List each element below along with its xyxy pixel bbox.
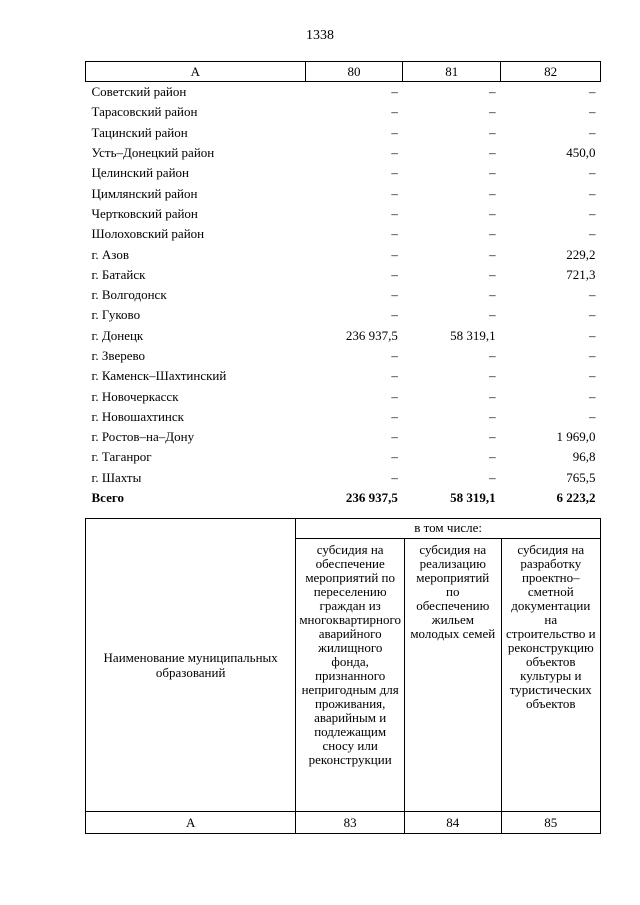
value-column-80: – [391, 307, 398, 323]
value-column-81: – [489, 429, 496, 445]
municipality-name: г. Ростов–на–Дону [91, 429, 195, 445]
value-column-82: 1 969,0 [556, 429, 596, 445]
value-column-80: – [391, 205, 398, 221]
value-column-82: 450,0 [566, 145, 596, 161]
value-column-80: – [391, 408, 398, 424]
value-column-82: – [589, 165, 596, 181]
value-column-80: – [391, 165, 398, 181]
value-column-82: 229,2 [566, 246, 596, 262]
value-column-81: – [489, 84, 496, 100]
value-column-82: – [589, 205, 596, 221]
value-column-82: – [589, 104, 596, 120]
column-index-row [86, 812, 601, 834]
value-column-82: 721,3 [566, 266, 596, 282]
value-column-82: – [589, 185, 596, 201]
value-column-82: 6 223,2 [556, 490, 596, 506]
value-column-82: – [589, 124, 596, 140]
table-row [86, 285, 601, 305]
column-83-header: субсидия на обеспечение мероприятий по переселению граждан из многоквартирного аварийного жилищного фонда, признанного непригодным для проживания, аварийным и подлежащим сносу или реконструкции [296, 539, 405, 812]
value-column-80: – [391, 226, 398, 242]
header-cell-80: 80 [305, 62, 403, 82]
value-column-81: – [489, 348, 496, 363]
municipality-name: г. Новошахтинск [91, 408, 184, 424]
value-column-82: – [589, 327, 596, 343]
value-column-80: – [391, 185, 398, 201]
table-row [86, 143, 601, 163]
value-column-80: – [391, 145, 398, 161]
table-row [86, 468, 601, 488]
municipality-name: г. Донецк [91, 327, 144, 343]
value-column-81: 58 319,1 [450, 490, 496, 506]
value-column-81: – [489, 145, 496, 161]
value-column-82: – [589, 388, 596, 404]
municipality-name: Усть–Донецкий район [91, 145, 215, 161]
value-column-81: – [489, 165, 496, 181]
value-column-82: – [589, 287, 596, 303]
municipality-name: г. Зверево [91, 348, 146, 363]
municipality-name: г. Гуково [91, 307, 141, 323]
value-column-80: – [391, 469, 398, 485]
value-column-80: 236 937,5 [345, 490, 398, 506]
value-column-82: – [589, 408, 596, 424]
value-column-82: – [589, 348, 596, 363]
municipality-name: Тацинский район [91, 124, 188, 140]
column-85-header: субсидия на разработку проектно–сметной документации на строительство и реконструкцию объектов культуры и туристических объектов [501, 539, 600, 812]
index-cell-83: 83 [296, 812, 405, 834]
header-cell-82: 82 [501, 62, 601, 82]
page-number: 1338 [306, 28, 334, 43]
budget-table-columns-80-82 [85, 61, 601, 508]
value-column-80: – [391, 266, 398, 282]
value-column-80: – [391, 246, 398, 262]
value-column-81: – [489, 307, 496, 323]
table-row [86, 265, 601, 285]
municipality-name: г. Таганрог [91, 449, 152, 465]
municipality-name: Цимлянский район [91, 185, 198, 201]
table-row [86, 102, 601, 122]
value-column-81: – [489, 226, 496, 242]
value-column-80: – [391, 348, 398, 363]
value-column-81: – [489, 124, 496, 140]
index-cell-a: А [86, 812, 296, 834]
value-column-82: – [589, 226, 596, 242]
value-column-80: – [391, 368, 398, 384]
value-column-81: – [489, 266, 496, 282]
table-row [86, 427, 601, 447]
value-column-81: – [489, 287, 496, 303]
value-column-80: – [391, 429, 398, 445]
header-cell-81: 81 [403, 62, 501, 82]
table-row [86, 447, 601, 467]
municipality-name: г. Батайск [91, 266, 146, 282]
municipality-name-header: Наименование муниципальных образований [86, 519, 296, 812]
value-column-82: – [589, 368, 596, 384]
value-column-81: – [489, 469, 496, 485]
value-column-81: 58 319,1 [450, 327, 496, 343]
table-header-row [86, 62, 601, 82]
table-row [86, 224, 601, 244]
value-column-82: – [589, 84, 596, 100]
index-cell-85: 85 [501, 812, 600, 834]
in-that-number-header: в том числе: [296, 519, 601, 539]
value-column-82: – [589, 307, 596, 323]
municipality-name: г. Каменск–Шахтинский [91, 368, 227, 384]
municipality-name: Чертковский район [91, 205, 198, 221]
table-row [86, 183, 601, 203]
value-column-80: – [391, 287, 398, 303]
value-column-81: – [489, 185, 496, 201]
value-column-80: – [391, 84, 398, 100]
table-row [86, 204, 601, 224]
table-row [86, 386, 601, 406]
index-cell-84: 84 [405, 812, 502, 834]
value-column-81: – [489, 368, 496, 384]
value-column-81: – [489, 408, 496, 424]
municipality-name: Тарасовский район [91, 104, 198, 120]
table-row [86, 346, 601, 366]
table-row [86, 82, 601, 103]
table-row [86, 326, 601, 346]
header-cell-a: А [86, 62, 306, 82]
table-row [86, 305, 601, 325]
value-column-82: 96,8 [572, 449, 596, 465]
table-row [86, 123, 601, 143]
table-body [86, 82, 601, 509]
value-column-81: – [489, 246, 496, 262]
total-row [86, 488, 601, 508]
value-column-80: – [391, 124, 398, 140]
value-column-80: – [391, 104, 398, 120]
value-column-82: 765,5 [566, 469, 596, 485]
table-row [86, 244, 601, 264]
municipality-name: Советский район [91, 84, 187, 100]
value-column-81: – [489, 205, 496, 221]
municipality-name: г. Шахты [91, 469, 142, 485]
value-column-81: – [489, 388, 496, 404]
value-column-80: 236 937,5 [345, 327, 398, 343]
table-row [86, 366, 601, 386]
value-column-81: – [489, 449, 496, 465]
value-column-81: – [489, 104, 496, 120]
table-row [86, 163, 601, 183]
column-84-header: субсидия на реализацию мероприятий по обеспечению жильем молодых семей [405, 539, 502, 812]
value-column-80: – [391, 388, 398, 404]
table-row [86, 407, 601, 427]
municipality-name: Целинский район [91, 165, 189, 181]
municipality-name: г. Новочеркасск [91, 388, 179, 404]
municipality-name: Шолоховский район [91, 226, 205, 242]
municipality-name: г. Азов [91, 246, 129, 262]
budget-table-columns-83-85-header [85, 518, 601, 834]
municipality-name: г. Волгодонск [91, 287, 167, 303]
value-column-80: – [391, 449, 398, 465]
municipality-name: Всего [91, 490, 124, 506]
